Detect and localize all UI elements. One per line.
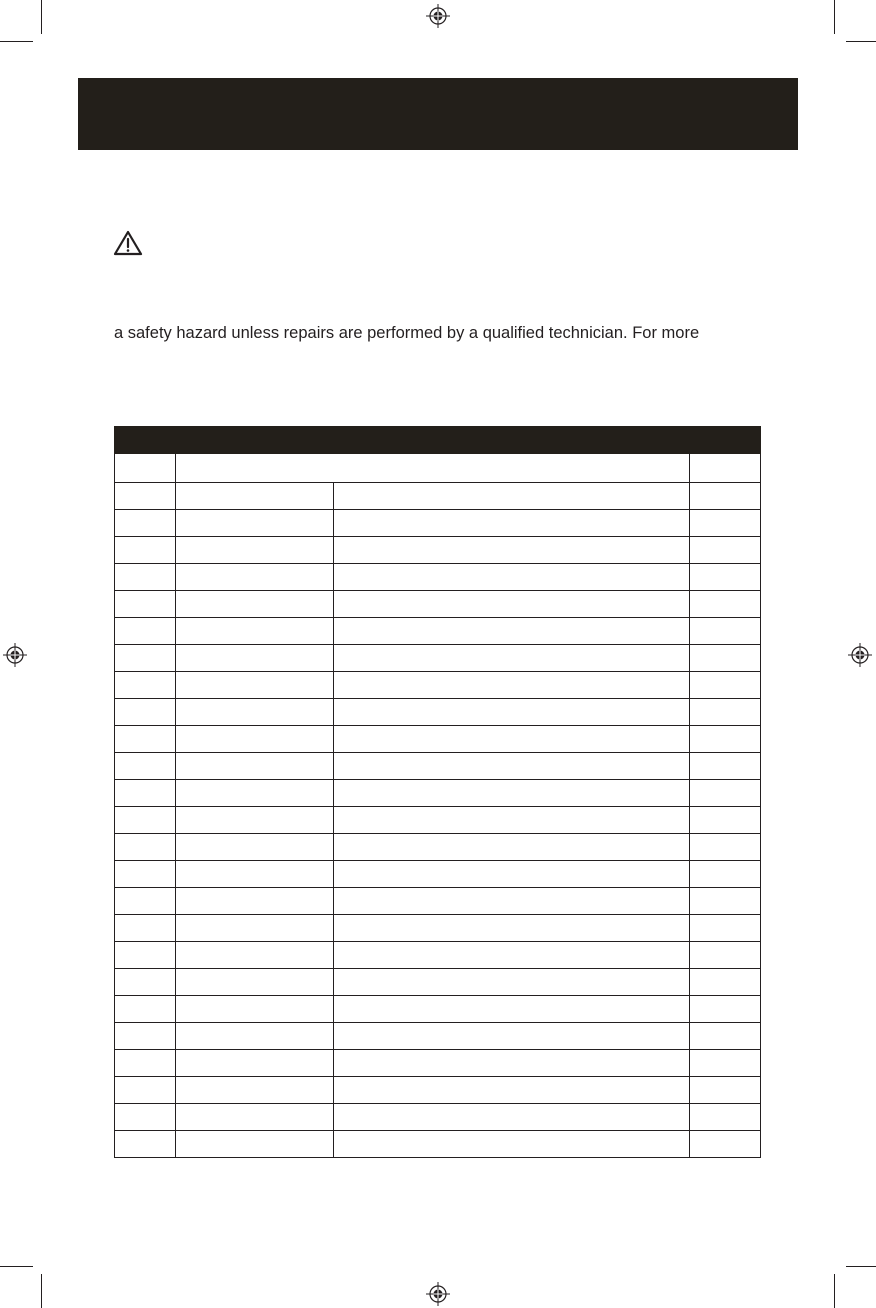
- table-cell: [690, 726, 761, 753]
- table-cell: [176, 1077, 334, 1104]
- table-subheader-cell: [690, 454, 761, 483]
- table-cell: [334, 510, 690, 537]
- table-cell: [115, 915, 176, 942]
- table-cell: [176, 510, 334, 537]
- crop-mark-tl-h: [0, 41, 33, 42]
- table-row: [115, 861, 761, 888]
- table-cell: [334, 834, 690, 861]
- table-cell: [334, 618, 690, 645]
- crop-mark-bl-h: [0, 1266, 33, 1267]
- warning-text: a safety hazard unless repairs are performed by a qualified technician. For more: [114, 324, 700, 342]
- table-cell: [115, 780, 176, 807]
- table-cell: [334, 645, 690, 672]
- table-row: [115, 834, 761, 861]
- crop-mark-tr-h: [846, 41, 876, 42]
- table-row: [115, 915, 761, 942]
- table-cell: [115, 996, 176, 1023]
- table-cell: [176, 645, 334, 672]
- table-cell: [176, 807, 334, 834]
- table-cell: [690, 1077, 761, 1104]
- table-row: [115, 1023, 761, 1050]
- table-cell: [690, 1050, 761, 1077]
- crop-mark-br-h: [846, 1266, 876, 1267]
- crop-mark-bl-v: [41, 1274, 42, 1308]
- table-cell: [690, 1104, 761, 1131]
- table-cell: [115, 1104, 176, 1131]
- table-row: [115, 969, 761, 996]
- table-cell: [690, 780, 761, 807]
- table-cell: [176, 1131, 334, 1158]
- table-cell: [334, 780, 690, 807]
- table-subheader-row: [115, 454, 761, 483]
- table-subheader-cell: [176, 454, 690, 483]
- table-cell: [690, 888, 761, 915]
- table-cell: [334, 807, 690, 834]
- table-cell: [690, 834, 761, 861]
- table-cell: [334, 726, 690, 753]
- table-cell: [334, 591, 690, 618]
- table-row: [115, 618, 761, 645]
- table-cell: [690, 537, 761, 564]
- table-cell: [115, 834, 176, 861]
- table-cell: [115, 672, 176, 699]
- header-band: [78, 78, 798, 150]
- table-cell: [690, 510, 761, 537]
- warning-triangle-icon: [113, 230, 143, 256]
- table-cell: [334, 1050, 690, 1077]
- table-cell: [690, 564, 761, 591]
- table-cell: [334, 861, 690, 888]
- table-row: [115, 537, 761, 564]
- table-cell: [176, 483, 334, 510]
- table-cell: [334, 564, 690, 591]
- table-cell: [334, 1131, 690, 1158]
- table-cell: [115, 861, 176, 888]
- registration-mark-icon: [426, 1282, 450, 1306]
- table-cell: [690, 591, 761, 618]
- table-row: [115, 699, 761, 726]
- table-cell: [115, 726, 176, 753]
- table-cell: [176, 564, 334, 591]
- table-cell: [176, 672, 334, 699]
- table-row: [115, 942, 761, 969]
- table-cell: [176, 699, 334, 726]
- table-cell: [334, 1077, 690, 1104]
- table-cell: [690, 672, 761, 699]
- table-row: [115, 672, 761, 699]
- table-cell: [690, 483, 761, 510]
- table-cell: [115, 753, 176, 780]
- table-row: [115, 1077, 761, 1104]
- table-row: [115, 753, 761, 780]
- table-row: [115, 726, 761, 753]
- table-header-cell: [115, 427, 761, 454]
- table-row: [115, 564, 761, 591]
- table-cell: [334, 753, 690, 780]
- table-cell: [334, 969, 690, 996]
- table-row: [115, 780, 761, 807]
- table-row: [115, 510, 761, 537]
- table-cell: [334, 942, 690, 969]
- table-cell: [176, 1104, 334, 1131]
- table-row: [115, 1131, 761, 1158]
- table-cell: [176, 1050, 334, 1077]
- table-cell: [176, 861, 334, 888]
- table-cell: [115, 564, 176, 591]
- table-cell: [176, 1023, 334, 1050]
- table-cell: [176, 753, 334, 780]
- table-cell: [334, 483, 690, 510]
- table-cell: [115, 1023, 176, 1050]
- table-cell: [115, 645, 176, 672]
- table-cell: [690, 942, 761, 969]
- table-cell: [334, 996, 690, 1023]
- registration-mark-icon: [3, 643, 27, 667]
- table-cell: [176, 888, 334, 915]
- table-cell: [176, 969, 334, 996]
- table-row: [115, 888, 761, 915]
- table-cell: [690, 618, 761, 645]
- table-cell: [334, 1104, 690, 1131]
- table-cell: [334, 1023, 690, 1050]
- table-cell: [115, 537, 176, 564]
- table-cell: [115, 942, 176, 969]
- table-cell: [115, 1050, 176, 1077]
- table-subheader-cell: [115, 454, 176, 483]
- table-row: [115, 996, 761, 1023]
- table-cell: [176, 726, 334, 753]
- table-cell: [690, 861, 761, 888]
- parts-table: [114, 426, 761, 1158]
- table-row: [115, 645, 761, 672]
- table-row: [115, 1050, 761, 1077]
- table-cell: [176, 618, 334, 645]
- table-cell: [334, 672, 690, 699]
- registration-mark-icon: [848, 643, 872, 667]
- table-cell: [115, 807, 176, 834]
- table-cell: [176, 834, 334, 861]
- table-cell: [176, 915, 334, 942]
- registration-mark-icon: [426, 4, 450, 28]
- table-cell: [334, 888, 690, 915]
- table-cell: [176, 996, 334, 1023]
- table-cell: [115, 510, 176, 537]
- crop-mark-tr-v: [834, 0, 835, 34]
- table-cell: [115, 888, 176, 915]
- table-row: [115, 483, 761, 510]
- table-cell: [334, 915, 690, 942]
- table-cell: [334, 537, 690, 564]
- table-cell: [690, 1023, 761, 1050]
- table-row: [115, 1104, 761, 1131]
- table-cell: [690, 699, 761, 726]
- table-cell: [690, 969, 761, 996]
- table-cell: [176, 591, 334, 618]
- table-cell: [115, 699, 176, 726]
- table-cell: [115, 1131, 176, 1158]
- crop-mark-tl-v: [41, 0, 42, 34]
- crop-mark-br-v: [834, 1274, 835, 1308]
- table-cell: [176, 942, 334, 969]
- table-row: [115, 807, 761, 834]
- table-cell: [115, 483, 176, 510]
- table-cell: [115, 591, 176, 618]
- table-cell: [176, 780, 334, 807]
- table-cell: [690, 645, 761, 672]
- table-cell: [115, 618, 176, 645]
- table-cell: [115, 969, 176, 996]
- table-header-row: [115, 427, 761, 454]
- table-cell: [115, 1077, 176, 1104]
- table-cell: [690, 753, 761, 780]
- table-cell: [690, 915, 761, 942]
- table-cell: [690, 1131, 761, 1158]
- table-cell: [690, 996, 761, 1023]
- table-cell: [176, 537, 334, 564]
- table-cell: [690, 807, 761, 834]
- table-row: [115, 591, 761, 618]
- table-cell: [334, 699, 690, 726]
